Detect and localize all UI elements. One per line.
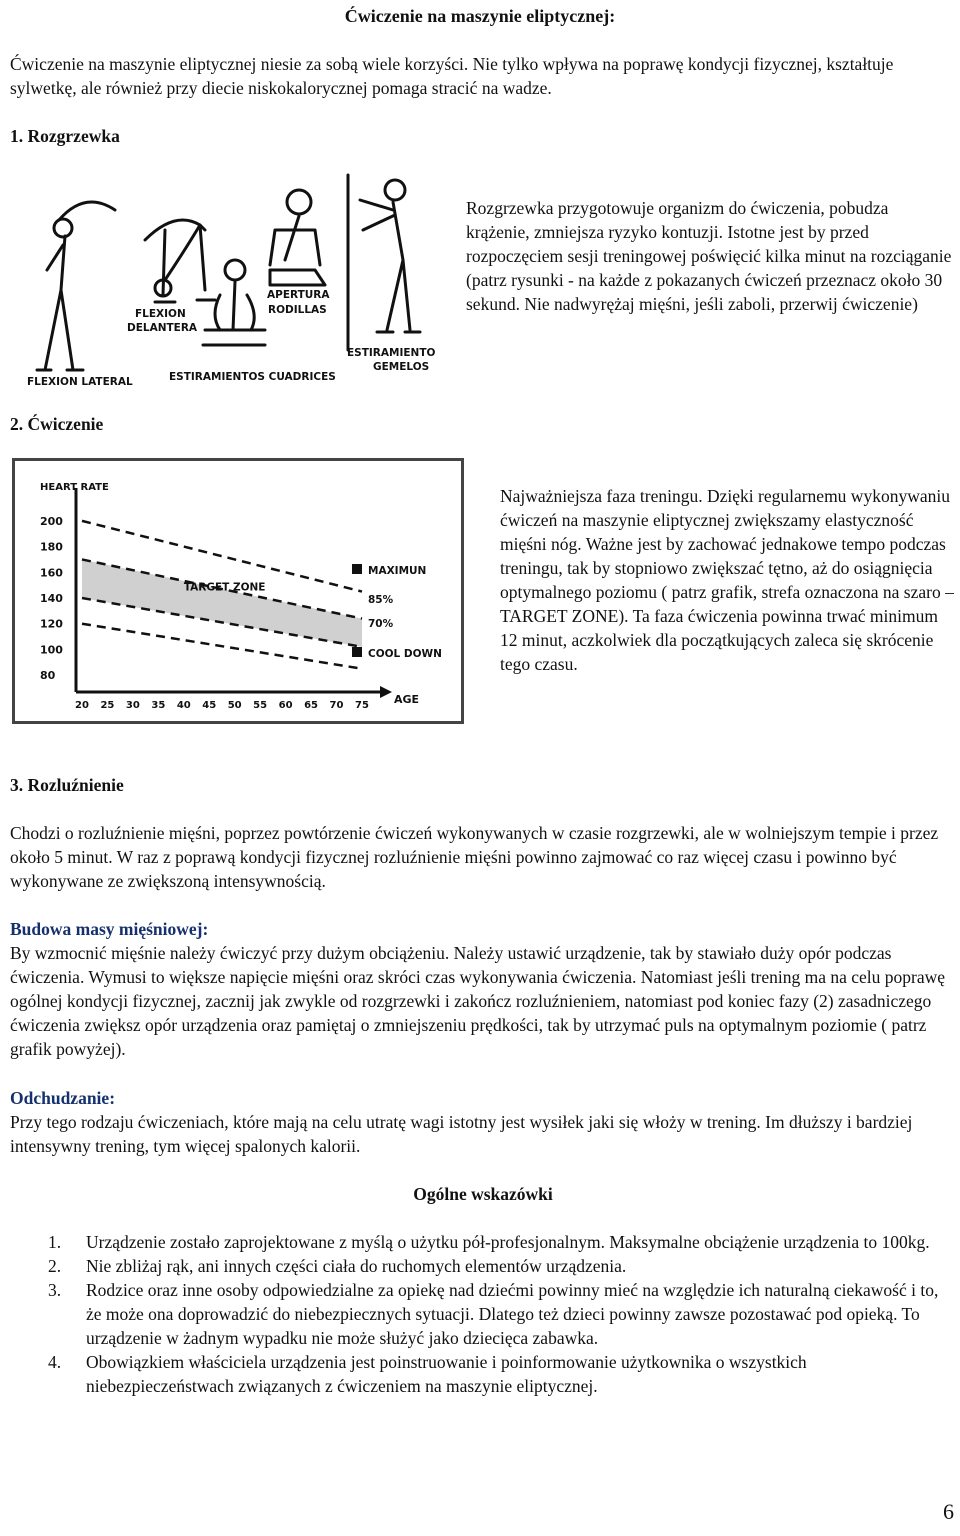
section-warmup-heading: 1. Rozgrzewka: [10, 126, 120, 146]
section-cooldown-heading: 3. Rozluźnienie: [10, 775, 124, 795]
x-tick-label: 65: [304, 700, 319, 711]
label-flexion-delantera-2: DELANTERA: [127, 322, 198, 334]
x-tick-label: 20: [75, 700, 89, 711]
figure-quad-stretch: [203, 260, 265, 345]
y-tick-label: 140: [40, 592, 63, 605]
x-tick-label: 40: [176, 700, 191, 711]
x-tick-label: 55: [253, 700, 268, 711]
label-flexion-delantera-1: FLEXION: [135, 308, 186, 320]
legend-label: MAXIMUN: [368, 565, 427, 577]
intro-paragraph: Ćwiczenie na maszynie eliptycznej niesie za sobą wiele korzyści. Nie tylko wpływa na poprawę kondycji fizycznej, kształtuje sylwetkę, ale również przy diecie niskokalorycznej pomaga stracić na wadze.: [10, 54, 894, 98]
figure-lateral-flexion: [37, 202, 115, 370]
slimming-heading: Odchudzanie:: [10, 1088, 116, 1108]
x-axis-label: AGE: [394, 693, 420, 706]
general-list: [10, 1230, 950, 1398]
x-tick-label: 30: [125, 700, 140, 711]
label-gemelos: GEMELOS: [373, 361, 430, 373]
list-item: 2. Nie zbliżaj rąk, ani innych części ciała do ruchomych elementów urządzenia.: [48, 1256, 627, 1276]
muscle-text: By wzmocnić mięśnie należy ćwiczyć przy dużym obciążeniu. Należy ustawić urządzenie, tak by stawiało duży opór podczas ćwiczenia. Wymusi to większe napięcie mięśni oraz skróci czas wykonywania ćwiczenia. Natomiast jeśli trening ma na celu poprawę ogólnej kondycji fizycznej, zacznij jak zwykle od rozgrzewki i zakończ rozluźnieniem, natomiast pod koniec fazy (2) zasadniczego ćwiczenia zwiększ opór urządzenia oraz pamiętaj o zmniejszeniu prędkości, tak by utrzymać puls na optymalnym poziomie ( patrz grafik powyżej).: [10, 943, 946, 1059]
x-tick-label: 75: [355, 700, 369, 711]
list-item: 1. Urządzenie zostało zaprojektowane z myślą o użytku pół-profesjonalnym. Maksymalne obciążenie urządzenia to 100kg.: [48, 1232, 930, 1252]
target-zone-label: TARGET ZONE: [183, 581, 266, 594]
heart-rate-chart: [12, 458, 464, 724]
x-tick-label: 70: [329, 700, 344, 711]
exercise-text: Najważniejsza faza treningu. Dzięki regularnemu wykonywaniu ćwiczeń na maszynie eliptycznej zwiększamy elastyczność mięśni nóg. Ważne jest by zachować jednakowe tempo podczas treningu, tak by stopniowo zwiększać tętno, aż do osiągnięcia optymalnego poziomu ( patrz grafik, strefa oznaczona na szaro – TARGET ZONE). Ta faza ćwiczenia powinna trwać minimum 12 minut, aczkolwiek dla początkujących zaleca się skrócenie tego czasu.: [500, 486, 954, 674]
label-apertura: APERTURA: [267, 289, 330, 301]
x-tick-label: 60: [278, 700, 293, 711]
legend-label: 85%: [368, 594, 394, 606]
page-number: 6: [943, 1499, 954, 1524]
figure-forward-flexion: [145, 220, 215, 302]
label-rodillas: RODILLAS: [268, 304, 327, 316]
x-tick-label: 50: [227, 700, 242, 711]
x-tick-label: 25: [100, 700, 115, 711]
list-item: 4. Obowiązkiem właściciela urządzenia jest poinstruowanie i poinformowanie użytkownika o wszystkich niebezpieczeństwach związanych z ćwiczeniem na maszynie eliptycznej.: [48, 1352, 807, 1396]
document-title: Ćwiczenie na maszynie eliptycznej:: [344, 6, 616, 26]
x-tick-label: 45: [202, 700, 217, 711]
label-estiramiento: ESTIRAMIENTO: [347, 347, 436, 359]
y-tick-label: 160: [40, 566, 63, 580]
general-heading: Ogólne wskazówki: [413, 1184, 553, 1204]
list-item: 3. Rodzice oraz inne osoby odpowiedzialne za opiekę nad dziećmi powinny mieć na względzie ich naturalną ciekawość i to, że może ona doprowadzić do niebezpiecznych sytuacji. Dlatego też dzieci powinny zawsze pozostawać pod opieką. To urządzenie w żadnym wypadku nie może służyć jako dziecięca zabawka.: [48, 1280, 939, 1348]
legend-marker: [352, 647, 362, 657]
x-tick-label: 35: [151, 700, 166, 711]
cooldown-text: Chodzi o rozluźnienie mięśni, poprzez powtórzenie ćwiczeń wykonywanych w czasie rozgrzewki, ale w wolniejszym tempie i przez około 5 minut. W raz z poprawą kondycji fizycznej rozluźnienie mięśni powinno zajmować co raz więcej czasu i powinno być wykonywane ze zwiększoną intensywnością.: [10, 823, 939, 891]
y-tick-label: 100: [40, 643, 63, 657]
slimming-text: Przy tego rodzaju ćwiczeniach, które mają na celu utratę wagi istotny jest wysiłek jaki się włoży w trening. Im dłuższy i bardziej intensywny trening, tym więcej spalonych kalorii.: [10, 1112, 913, 1156]
y-tick-label: 120: [40, 617, 63, 631]
legend-marker: [352, 564, 362, 574]
y-tick-label: 80: [40, 669, 56, 683]
stretching-illustration: [15, 170, 445, 395]
figure-knee-opening: [270, 190, 325, 285]
section-exercise-heading: 2. Ćwiczenie: [10, 414, 104, 434]
muscle-heading: Budowa masy mięśniowej:: [10, 919, 209, 939]
legend-label: 70%: [368, 618, 394, 630]
y-tick-label: 180: [40, 540, 63, 554]
figure-calf-stretch: [348, 175, 420, 350]
warmup-text: Rozgrzewka przygotowuje organizm do ćwiczenia, pobudza krążenie, zmniejsza ryzyko kontuzji. Istotne jest by przed rozpoczęciem sesji treningowej poświęcić kilka minut na rozciąganie (patrz rysunki - na każde z pokazanych ćwiczeń przeznacz około 30 sekund. Nie nadwyrężaj mięśni, jeśli zaboli, przerwij ćwiczenie): [466, 198, 952, 314]
legend-label: COOL DOWN: [368, 648, 442, 660]
label-estiramientos-cuadrices: ESTIRAMIENTOS CUADRICES: [169, 371, 336, 383]
y-axis-label: HEART RATE: [40, 482, 109, 493]
label-flexion-lateral: FLEXION LATERAL: [27, 376, 133, 388]
y-tick-label: 200: [40, 514, 63, 528]
